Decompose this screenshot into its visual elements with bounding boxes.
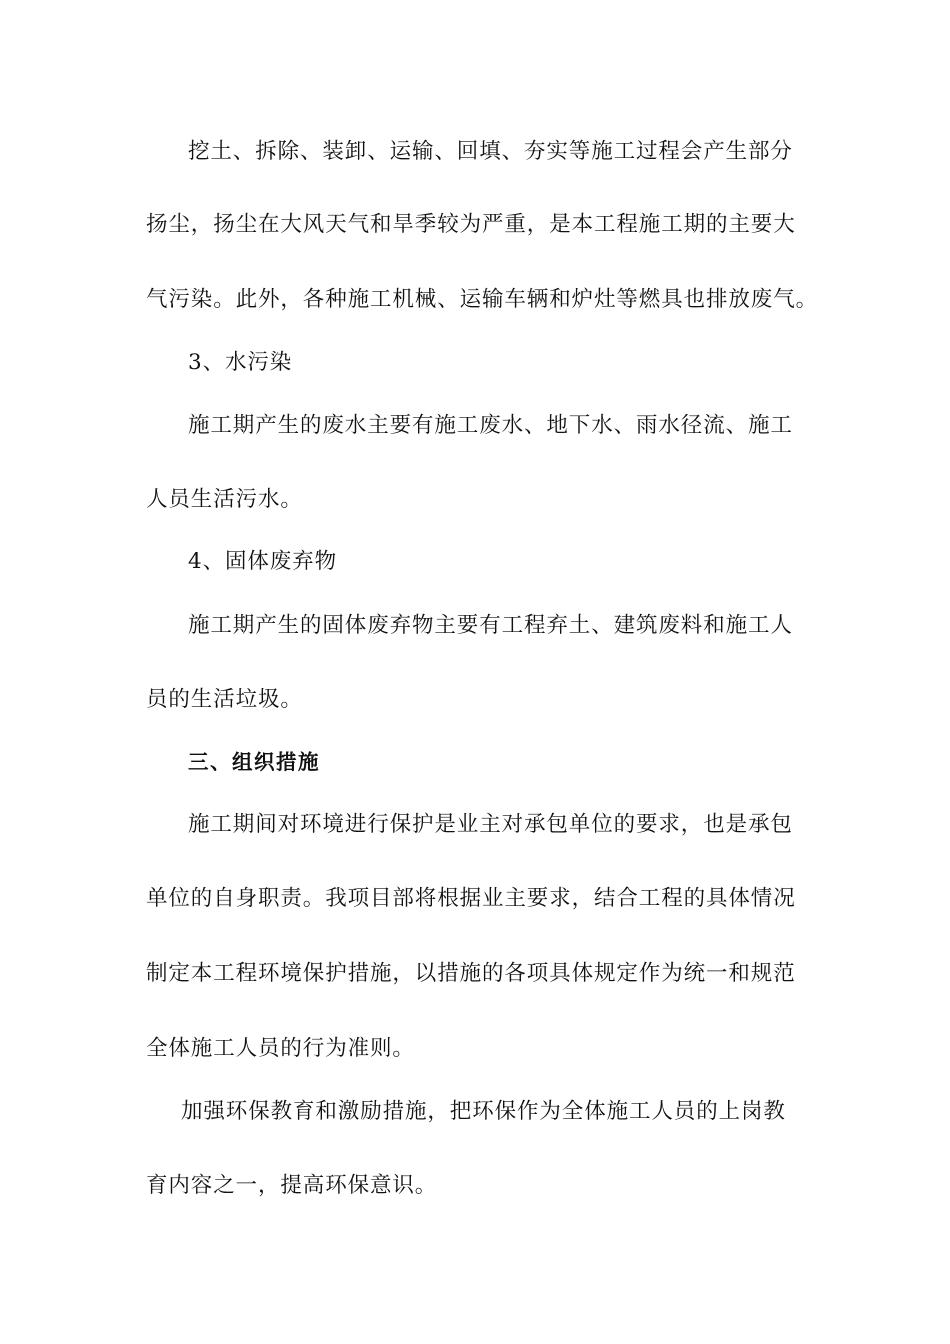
text-line: 单位的自身职责。我项目部将根据业主要求，结合工程的具体情况 (146, 886, 796, 911)
section-heading-organizational-measures: 三、组织措施 (188, 750, 320, 774)
text-line: 员的生活垃圾。 (146, 687, 303, 712)
text-line: 全体施工人员的行为准则。 (146, 1036, 415, 1061)
text-line: 育内容之一，提高环保意识。 (146, 1173, 438, 1198)
text-line: 施工期产生的固体废弃物主要有工程弃土、建筑废料和施工人 (188, 613, 793, 638)
text-line: 扬尘，扬尘在大风天气和旱季较为严重，是本工程施工期的主要大 (146, 212, 796, 237)
text-line: 挖土、拆除、装卸、运输、回填、夯实等施工过程会产生部分 (188, 139, 793, 164)
text-line: 制定本工程环境保护措施，以措施的各项具体规定作为统一和规范 (146, 961, 796, 986)
text-line: 施工期产生的废水主要有施工废水、地下水、雨水径流、施工 (188, 413, 793, 438)
text-line: 气污染。此外，各种施工机械、运输车辆和炉灶等燃具也排放废气。 (146, 287, 819, 312)
text-line: 施工期间对环境进行保护是业主对承包单位的要求，也是承包 (188, 812, 793, 837)
item-heading-water-pollution: 3、水污染 (188, 350, 293, 375)
text-line: 人员生活污水。 (146, 487, 303, 512)
item-heading-solid-waste: 4、固体废弃物 (188, 549, 337, 574)
text-line: 加强环保教育和激励措施，把环保作为全体施工人员的上岗教 (181, 1099, 786, 1124)
